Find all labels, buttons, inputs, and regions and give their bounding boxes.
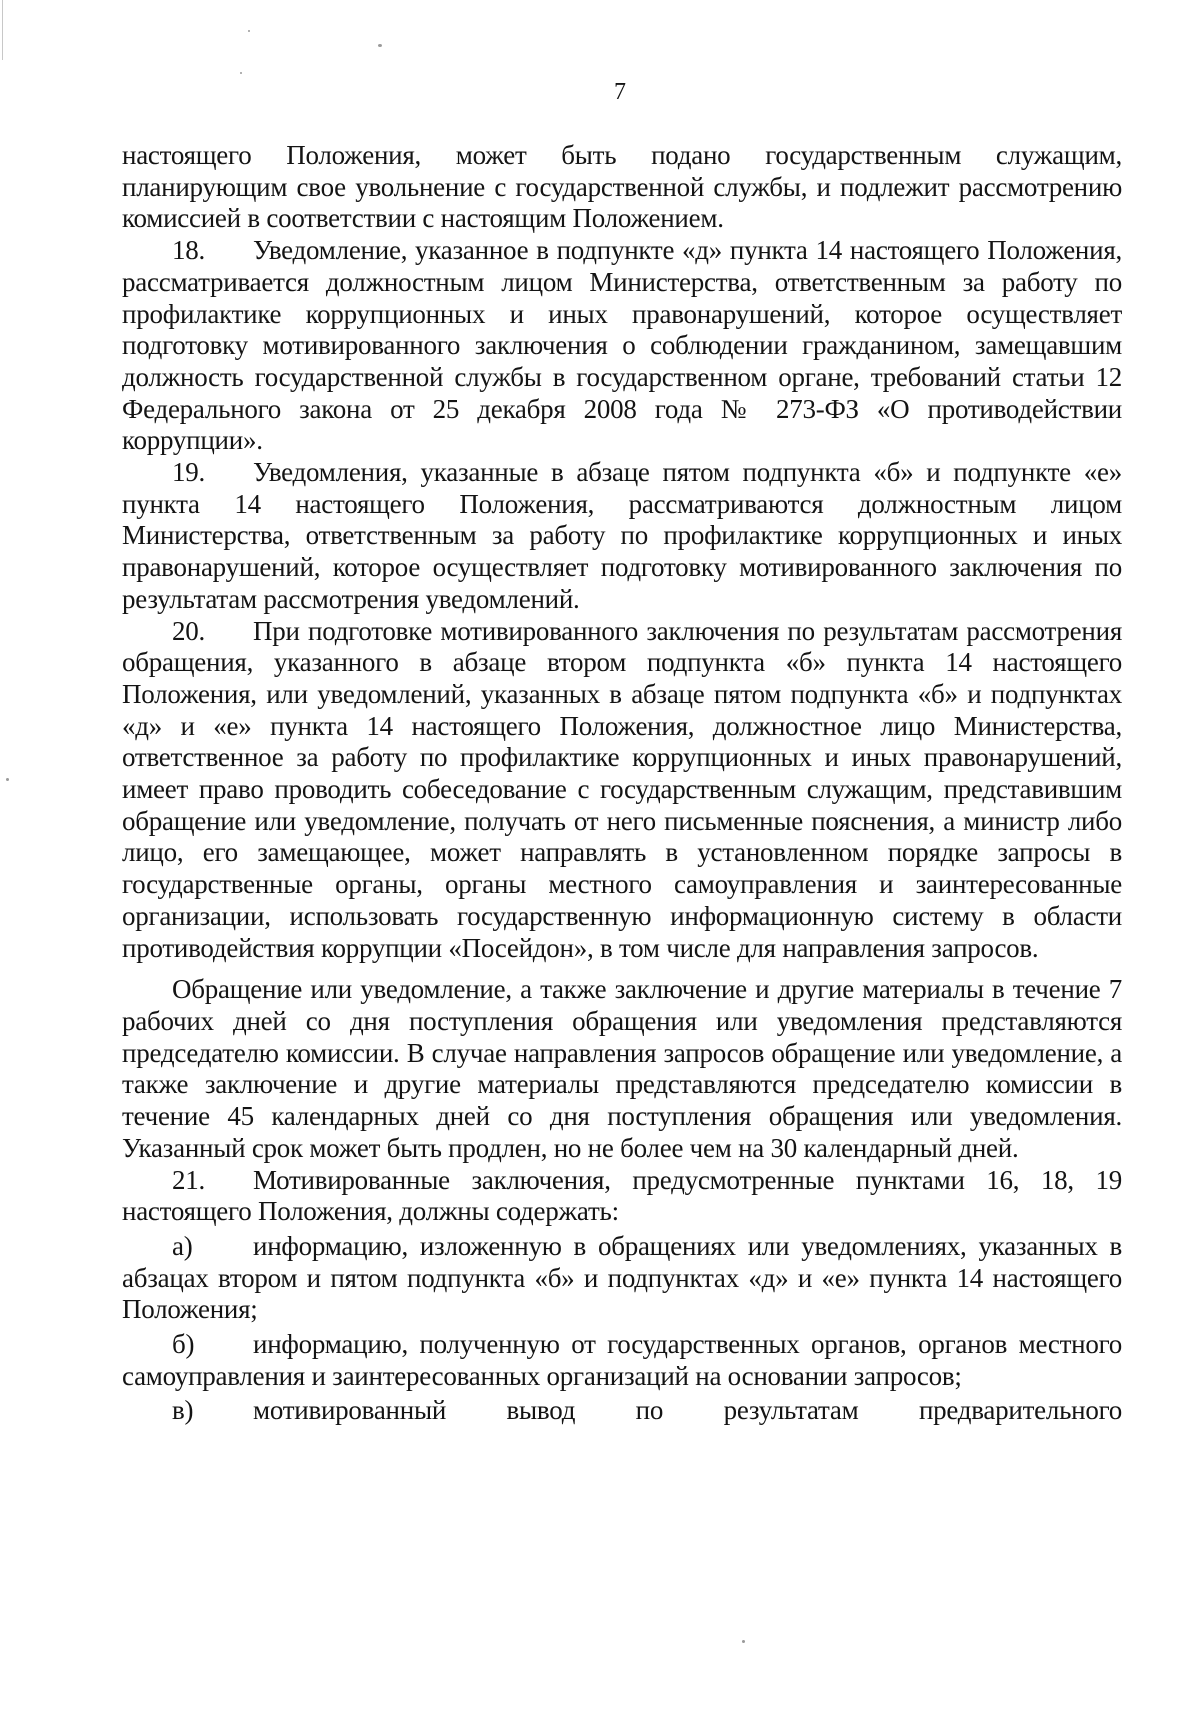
paragraph-21 — [122, 1165, 1122, 1228]
paragraph-text: При подготовке мотивированного заключения по результатам рассмотрения обращения, указанного в абзаце втором подпункта «б» пункта 14 настоящего Положения, или уведомлений, указанных в абзаце пятом подпункта «б» и подпунктах «д» и «е» пункта 14 настоящего Положения, должностное лицо Министерства, ответственное за работу по профилактике коррупционных и иных правонарушений, имеет право проводить собеседование с государственным служащим, представившим обращение или уведомление, получать от него письменные пояснения, а министр либо лицо, его замещающее, может направлять в установленном порядке запросы в государственные органы, органы местного самоуправления и заинтересованные организации, использовать государственную информационную систему в области противодействия коррупции «Посейдон», в том числе для направления запросов. — [122, 615, 1122, 963]
paragraph-20-second — [122, 974, 1122, 1164]
paragraph-19 — [122, 457, 1122, 616]
paragraph-20 — [122, 616, 1122, 965]
subparagraph-a — [122, 1231, 1122, 1326]
scan-edge-mark — [2, 0, 3, 60]
paragraph-text: Уведомление, указанное в подпункте «д» пункта 14 настоящего Положения, рассматривается должностным лицом Министерства, ответственным за работу по профилактике коррупционных и иных правонарушений, которое осуществляет подготовку мотивированного заключения о соблюдении гражданином, замещавшим должность государственной службы в государственном органе, требований статьи 12 Федерального закона от 25 декабря 2008 года № 273-ФЗ «О противодействии коррупции». — [122, 235, 1122, 456]
paragraph-number: 19. — [172, 457, 205, 488]
scan-speck — [378, 44, 382, 47]
subparagraph-letter: а) — [172, 1230, 193, 1261]
subparagraph-letter: в) — [172, 1395, 194, 1426]
scan-speck — [6, 778, 9, 781]
subparagraph-letter: б) — [172, 1329, 195, 1360]
paragraph-text: информацию, изложенную в обращениях или уведомлениях, указанных в абзацах втором и пятом подпункта «б» и подпунктах «д» и «е» пункта 14 настоящего Положения; — [122, 1230, 1122, 1325]
subparagraph-v — [122, 1395, 1122, 1427]
paragraph-number: 20. — [172, 615, 205, 646]
scan-speck — [248, 30, 250, 32]
paragraph-number: 21. — [172, 1164, 205, 1195]
paragraph-18 — [122, 235, 1122, 457]
paragraph-continuation — [122, 140, 1122, 235]
paragraph-text: Уведомления, указанные в абзаце пятом подпункта «б» и подпункте «е» пункта 14 настоящего Положения, рассматриваются должностным лицом Министерства, ответственным за работу по профилактике коррупционных и иных правонарушений, которое осуществляет подготовку мотивированного заключения по результатам рассмотрения уведомлений. — [122, 457, 1122, 614]
paragraph-text: мотивированный вывод по результатам предварительного — [253, 1395, 1122, 1426]
scan-speck — [240, 72, 242, 74]
paragraph-text: Обращение или уведомление, а также заключение и другие материалы в течение 7 рабочих дней со дня поступления обращения или уведомления представляются председателю комиссии. В случае направления запросов обращение или уведомление, а также заключение и другие материалы представляются председателю комиссии в течение 45 календарных дней со дня поступления обращения или уведомления. Указанный срок может быть продлен, но не более чем на 30 календарный дней. — [122, 974, 1122, 1163]
paragraph-text: Мотивированные заключения, предусмотренные пунктами 16, 18, 19 настоящего Положения, должны содержать: — [122, 1164, 1122, 1227]
paragraph-text: настоящего Положения, может быть подано государственным служащим, планирующим свое увольнение с государственной службы, и подлежит рассмотрению комиссией в соответствии с настоящим Положением. — [122, 140, 1122, 234]
paragraph-number: 18. — [172, 235, 205, 266]
paragraph-text: информацию, полученную от государственных органов, органов местного самоуправления и заинтересованных организаций на основании запросов; — [122, 1329, 1122, 1391]
scan-speck — [742, 1640, 745, 1643]
subparagraph-b — [122, 1329, 1122, 1392]
page-number: 7 — [614, 79, 626, 105]
document-body — [122, 140, 1122, 1427]
